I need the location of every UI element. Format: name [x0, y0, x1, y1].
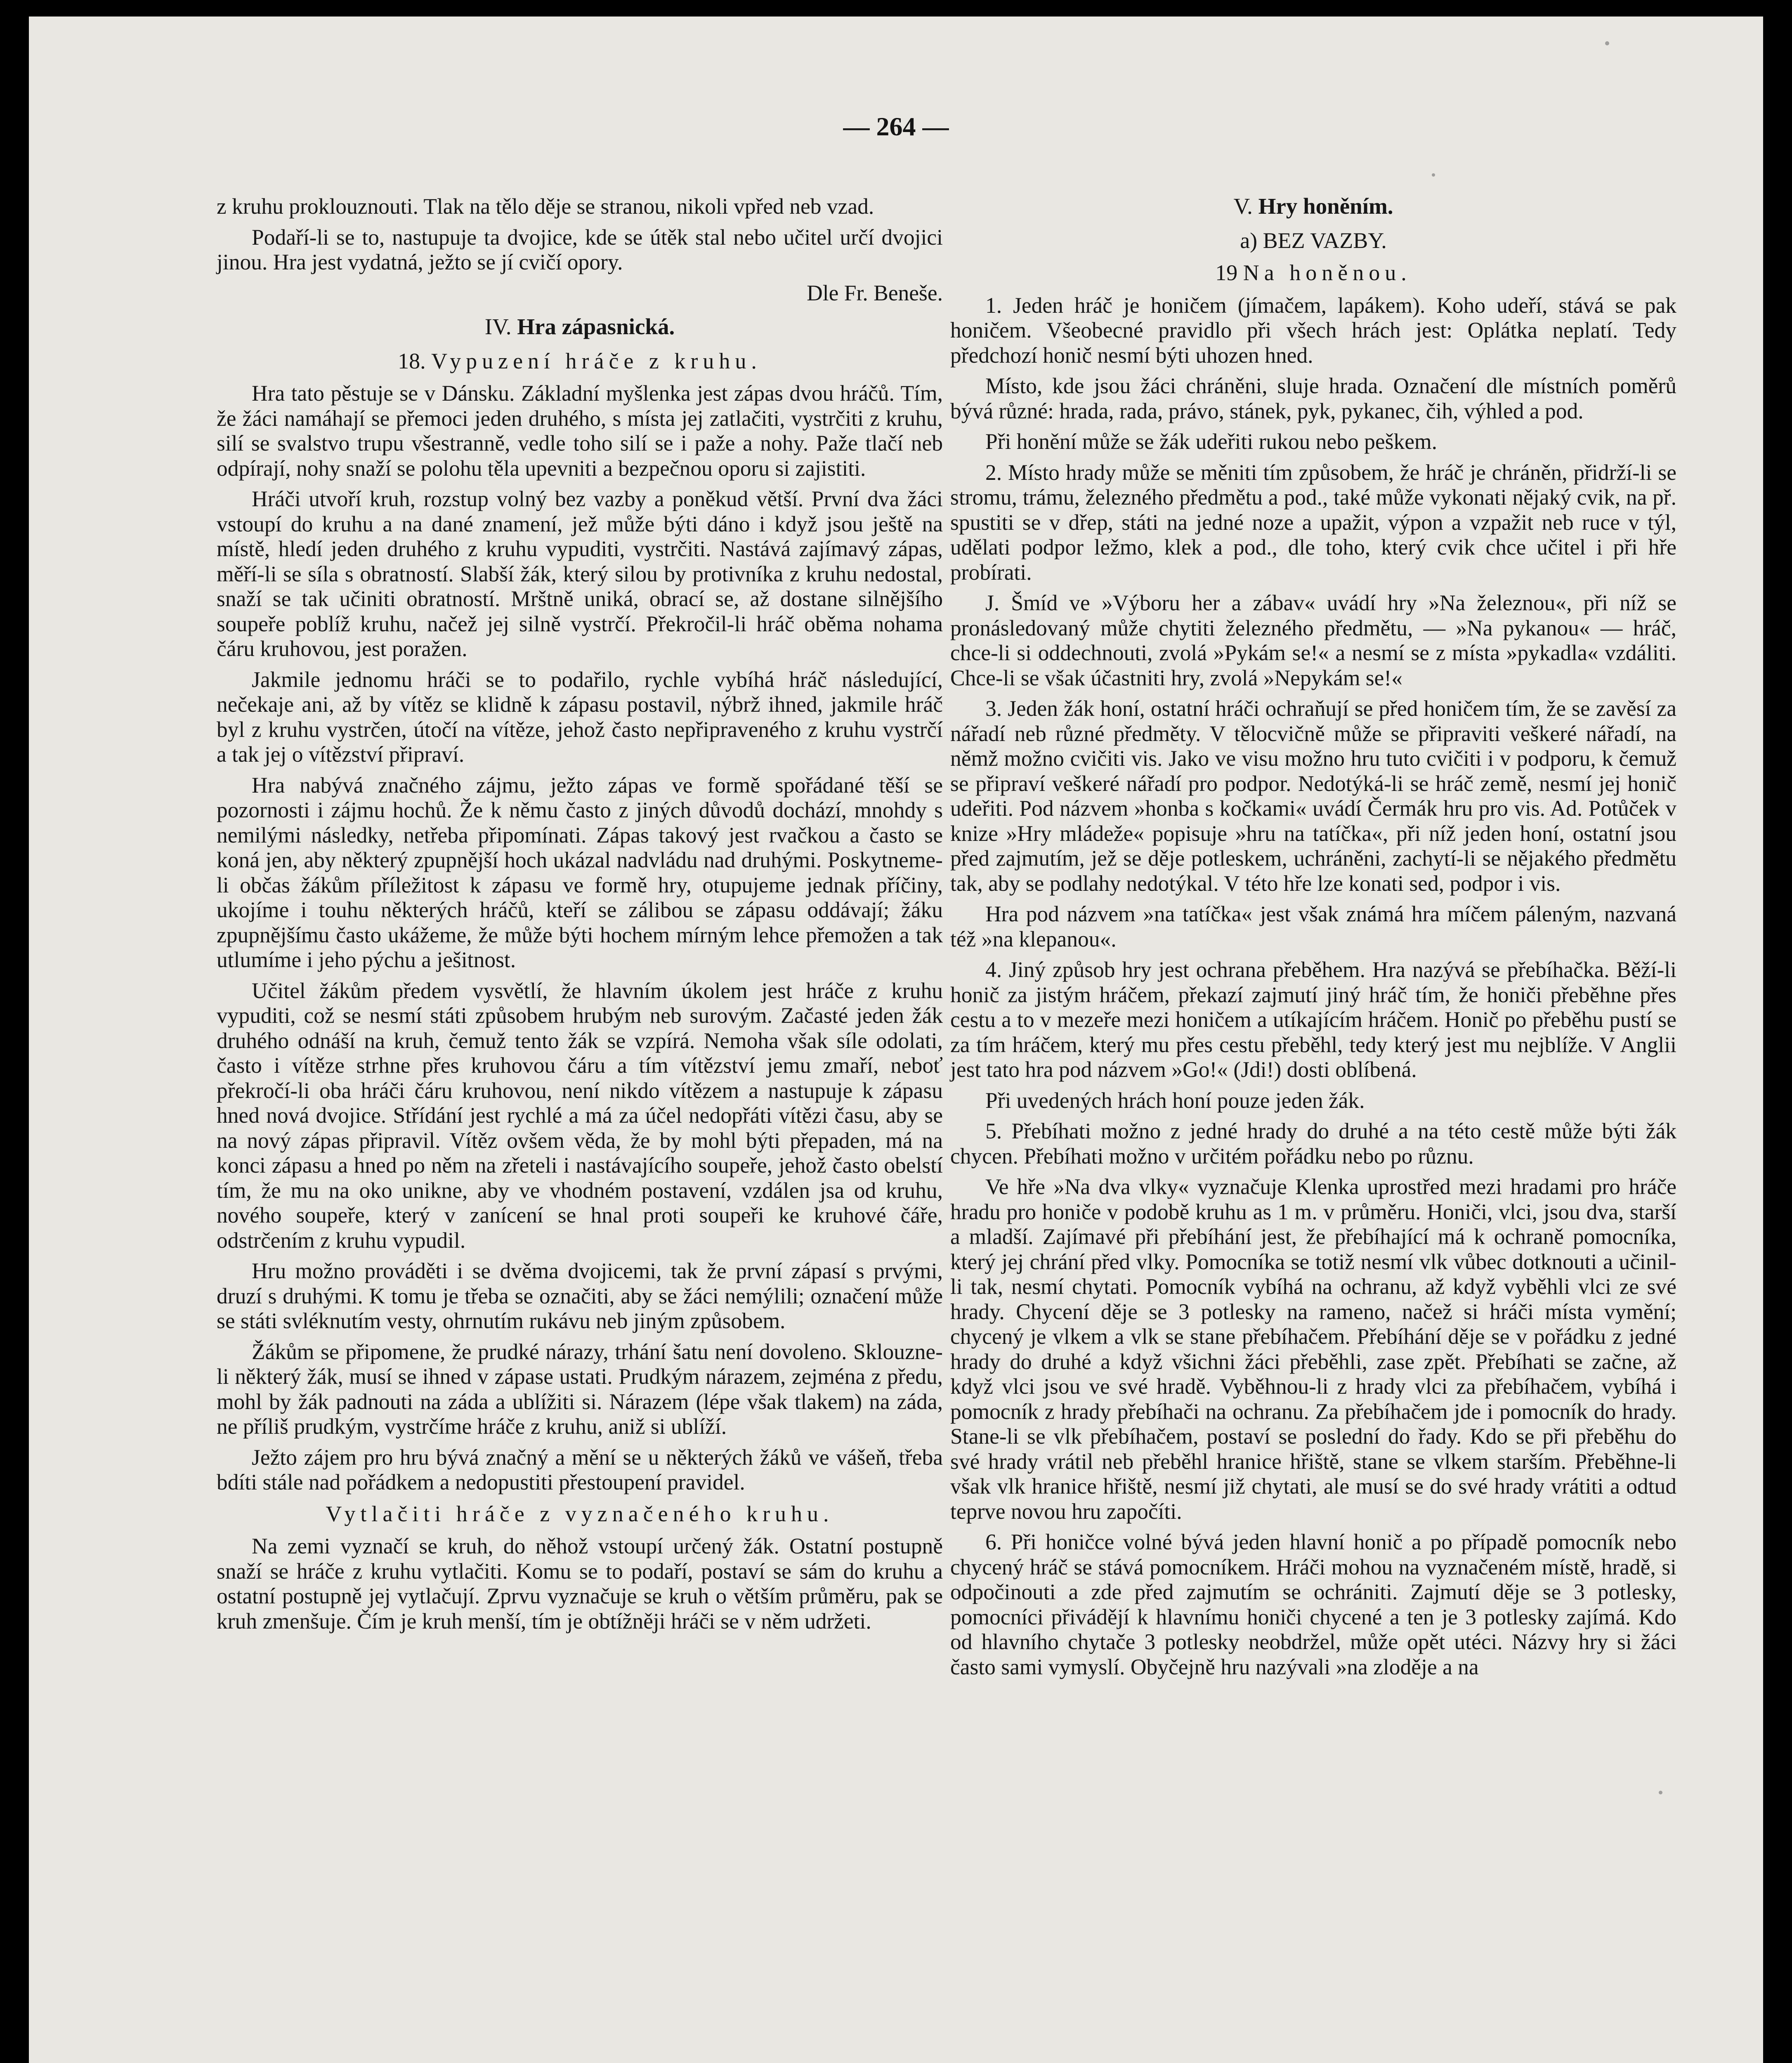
section-title: Hra zápasnická.: [517, 314, 675, 339]
paragraph: Při uvedených hrách honí pouze jeden žák.: [985, 1088, 1365, 1113]
paragraph: 2. Místo hrady může se měniti tím způsobem, že hráč je chráněn, přidrží-li se stromu, trámu, železného předmětu a pod., také může vykonati nějaký cvik, na př. spustiti se v dřep, státi na jedné noze a upažit, výpon a vzpažit neb ruce v týl, udělati podpor ležmo, klek a pod., dle toho, který cvik chce učitel i při hře probírati.: [950, 460, 1676, 585]
paragraph: Hra nabývá značného zájmu, ježto zápas ve formě spořádané těší se pozornosti i zájmu hochů. Že k němu často z jiných důvodů dochází, mnohdy s nemilými následky, netřeba připomínati. Zápas takový jest rvačkou a často se koná jen, aby některý zpupnější hoch ukázal nadvládu nad druhými. Poskytneme-li občas žákům příležitost k zápasu ve formě hry, otupujeme jednak příčiny, ukojíme i touhu některých hráčů, kteří se zálibou se zápasu oddávají; žáku zpupnějšímu často ukážeme, že může býti hochem mírným lehce přemožen a tak utlumíme i jeho pýchu a ješitnost.: [217, 772, 943, 972]
paragraph: 3. Jeden žák honí, ostatní hráči ochraňují se před honičem tím, že se zavěsí za nářadí neb různé předměty. V tělocvičně může se připraviti veškeré nářadí, na němž možno cvičiti vis. Jako ve visu možno hru tuto cvičiti i v podporu, k čemuž se připraví veškeré nářadí pro podpor. Nedotýká-li se hráč země, nesmí jej honič udeřiti. Pod názvem »honba s kočkami« uvádí Čermák hru pro vis. Ad. Potůček v knize »Hry mládeže« popisuje »hru na tatíčka«, při níž jeden honí, ostatní jsou před zajmutím, jež se děje potleskem, uchráněni, zachytí-li se nějakého předmětu tak, aby se podlahy nedotýkal. V této hře lze konati sed, podpor i vis.: [950, 696, 1676, 896]
game-heading-18: [217, 349, 943, 374]
paragraph: 5. Přebíhati možno z jedné hrady do druhé a na této cestě může býti žák chycen. Přebíhati možno v určitém pořádku nebo po různu.: [950, 1119, 1676, 1168]
paragraph: Hru možno prováděti i se dvěma dvojicemi, tak že první zápasí s prvými, druzí s druhými. K tomu je třeba se označiti, aby se žáci nemýlili; označení může se státi svléknutím vesty, ohrnutím rukávu neb jiným způsobem.: [217, 1258, 943, 1333]
variant-heading: Vytlačiti hráče z vyznačeného kruhu.: [326, 1501, 834, 1526]
paragraph: Na zemi vyznačí se kruh, do něhož vstoupí určený žák. Ostatní postupně snaží se hráče z kruhu vytlačiti. Komu se to podaří, postaví se sám do kruhu a ostatní postupně jej vytlačují. Zprvu vyznačuje se kruh o větším průměru, pak se kruh zmenšuje. Čím je kruh menší, tím je obtížněji hráči se v něm udržeti.: [217, 1534, 943, 1633]
section-numeral: IV.: [484, 314, 512, 339]
page-number: — 264 —: [843, 112, 949, 141]
scan-speck: [1659, 1791, 1662, 1794]
paragraph: Učitel žákům předem vysvětlí, že hlavním úkolem jest hráče z kruhu vypuditi, což se nesmí státi způsobem hrubým neb surovým. Začasté jeden žák druhého odnáší na kruh, čemuž tento žák se vzpírá. Nemoha však síle odolati, často i vítěze strhne přes kruhovou čáru a tím vítězství jemu zmaří, neboť překročí-li oba hráči čáru kruhovou, není nikdo vítězem a nastupuje k zápasu hned nová dvojice. Střídání jest rychlé a má za účel nedopřáti vítězi času, aby se na nový zápas připravil. Vítěz ovšem věda, že by mohl býti přepaden, má na konci zápasu a hned po něm na zřeteli i nastávajícího soupeře, jehož často obelstí tím, že mu na oko unikne, aby ve vhodném postavení, vzdálen jsa od kruhu, nového soupeře, který v zanícení se hnal proti soupeři ke kruhové čáře, odstrčením z kruhu vypudil.: [217, 978, 943, 1253]
scan-speck: [1605, 41, 1609, 45]
paragraph: Podaří-li se to, nastupuje ta dvojice, kde se útěk stal nebo učitel určí dvojici jinou. Hra jest vydatná, ježto se jí cvičí opory.: [217, 224, 943, 274]
paragraph: Hra pod názvem »na tatíčka« jest však známá hra míčem páleným, nazvaná též »na klepanou«.: [950, 902, 1676, 951]
game-heading-19: [950, 260, 1676, 286]
paragraph: 1. Jeden hráč je honičem (jímačem, lapákem). Koho udeří, stává se pak honičem. Všeobecné pravidlo při všech hrách jest: Oplátka neplatí. Tedy předchozí honič nesmí býti uhozen hned.: [950, 293, 1676, 368]
game-title: Vypuzení hráče z kruhu.: [431, 348, 762, 373]
paragraph: Místo, kde jsou žáci chráněni, sluje hrada. Označení dle místních poměrů bývá různé: hrada, rada, právo, stánek, pyk, pykanec, čih, výhled a pod.: [950, 373, 1676, 423]
paragraph: J. Šmíd ve »Výboru her a zábav« uvádí hry »Na železnou«, při níž se pronásledovaný může chytiti železného předmětu, — »Na pykanou« — hráč, chce-li si oddechnouti, zvolá »Pykám se!« a nesmí se z místa »pykadla« vzdáliti. Chce-li se však účastniti hry, zvolá »Nepykám se!«: [950, 590, 1676, 690]
subsection-heading: a) BEZ VAZBY.: [1240, 228, 1387, 253]
section-heading-iv: [217, 314, 943, 340]
attribution: Dle Fr. Beneše.: [807, 280, 943, 305]
paragraph: z kruhu proklouznouti. Tlak na tělo děje se stranou, nikoli vpřed neb vzad.: [217, 194, 874, 219]
right-column: [950, 194, 1676, 1685]
game-number: 18.: [398, 348, 426, 373]
section-numeral: V.: [1233, 194, 1253, 219]
paragraph: 4. Jiný způsob hry jest ochrana přeběhem. Hra nazývá se přebíhačka. Běží-li honič za jistým hráčem, překazí zajmutí jiný hráč tím, že honiči přeběhne přes cestu a to v mezeře mezi honičem a utíkajícím hráčem. Honič po přeběhu pustí se za tím hráčem, který mu přes cestu přeběhl, tedy který jest mu nejblíže. V Anglii jest tato hra pod názvem »Go!« (Jdi!) dosti oblíbená.: [950, 957, 1676, 1082]
paragraph: Žákům se připomene, že prudké nárazy, trhání šatu není dovoleno. Sklouzne-li některý žák, musí se ihned v zápase ustati. Prudkým nárazem, zejména z předu, mohl by žák padnouti na záda a ublížiti si. Nárazem (lépe však tlakem) na záda, ne příliš prudkým, vystrčíme hráče z kruhu, aniž si ublíží.: [217, 1339, 943, 1439]
paragraph: 6. Při honičce volné bývá jeden hlavní honič a po případě pomocník nebo chycený hráč se stává pomocníkem. Hráči mohou na vyznačeném místě, hradě, si odpočinouti a zde před zajmutím se ochrániti. Zajmutí děje se 3 potlesky, pomocníci přivádějí k hlavnímu honiči chycené a ten je 3 potlesky zajímá. Kdo od hlavního chytače 3 potlesky neobdržel, může opět utéci. Názvy hry si žáci často sami vymyslí. Obyčejně hru nazývali »na zloděje a na: [950, 1530, 1676, 1679]
paragraph: Hráči utvoří kruh, rozstup volný bez vazby a poněkud větší. První dva žáci vstoupí do kruhu a na dané znamení, jež může býti dáno i když jsou ještě na místě, hledí jeden druhého z kruhu vypuditi, vystrčiti. Nastává zajímavý zápas, měří-li se síla s obratností. Slabší žák, který silou by protivníka z kruhu nedostal, snaží se tak učiniti obratností. Mrštně uniká, obrací se, až dostane silnějšího soupeře poblíž kruhu, načež jej silně vystrčí. Překročil-li hráč oběma nohama čáru kruhovou, jest poražen.: [217, 486, 943, 661]
section-heading-v: [950, 194, 1676, 219]
section-title: Hry honěním.: [1258, 194, 1393, 219]
scanned-page: [29, 17, 1763, 2063]
paragraph: Ve hře »Na dva vlky« vyznačuje Klenka uprostřed mezi hradami pro hráče hradu pro honiče v podobě kruhu as 1 m. v průměru. Honiči, vlci, jsou dva, starší a mladší. Zajímavé při přebíhání jest, že přebíhající má k ochraně pomocníka, který jej chrání před vlky. Pomocníka se totiž nesmí vlk vůbec dotknouti a učinil-li tak, nesmí chytati. Pomocník vybíhá na ochranu, až když vyběhli vlci ze své hrady. Chycení děje se 3 potlesky na rameno, načež si hráči místa vymění; chycený je vlkem a vlk se stane přebíhačem. Přebíhání děje se v pořádku z jedné hrady do druhé a když všichni žáci přeběhli, zase zpět. Přebíhati se začne, až když vlci jsou ve své hradě. Vyběhnou-li z hrady vlci za přebíhačem, vybíhá i pomocník z hrady přebíhači na ochranu. Za přebíhačem jde i pomocník do hrady. Stane-li se vlk přebíhačem, postaví se poslední do řady. Kdo se při přeběhu do své hrady vrátil neb přeběhl hranice hřiště, stane se vlkem starším. Přeběhne-li však vlk hranice hřiště, nesmí již chytati, ale musí se do své hrady vrátiti a odtud teprve novou hru započíti.: [950, 1174, 1676, 1524]
paragraph: Hra tato pěstuje se v Dánsku. Základní myšlenka jest zápas dvou hráčů. Tím, že žáci namáhají se přemoci jeden druhého, s místa jej zatlačiti, vystrčiti z kruhu, silí se svalstvo trupu všestranně, vedle toho silí se i paže a nohy. Paže tlačí neb odpírají, nohy snaží se polohu těla upevniti a bezpečnou oporu si zajistiti.: [217, 381, 943, 481]
scan-speck: [1432, 173, 1435, 177]
left-column: [217, 194, 943, 1639]
game-title: Na honěnou.: [1243, 260, 1412, 285]
game-number: 19: [1215, 260, 1238, 285]
paragraph: Ježto zájem pro hru bývá značný a mění se u některých žáků ve vášeň, třeba bdíti stále nad pořádkem a nedopustiti přestoupení pravidel.: [217, 1445, 943, 1494]
paragraph: Při honění může se žák udeřiti rukou nebo peškem.: [985, 429, 1437, 454]
paragraph: Jakmile jednomu hráči se to podařilo, rychle vybíhá hráč následující, nečekaje ani, až by vítěz se klidně k zápasu postavil, nýbrž ihned, jakmile hráč byl z kruhu vystrčen, útočí na vítěze, jehož často nepřipraveného z kruhu vystrčí a tak jej o vítězství připraví.: [217, 667, 943, 767]
